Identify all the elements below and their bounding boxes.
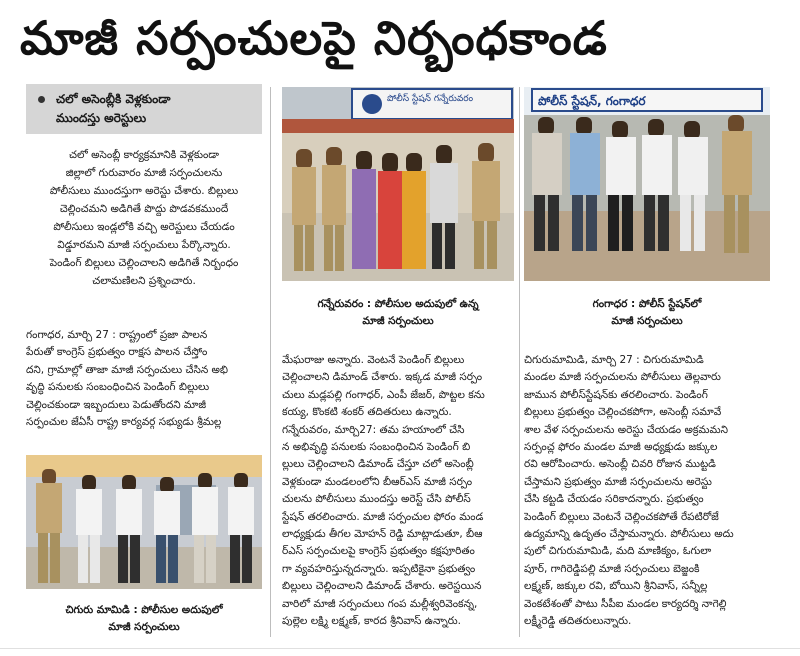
photo-chigurumamidi — [26, 455, 262, 589]
column-divider — [270, 87, 271, 637]
article-line: శాల వేళ సర్పంచులను అరెస్టు చేయడం అక్రమమని — [524, 423, 728, 436]
photo-gannervaram-police-station — [282, 87, 514, 281]
photo-illustration — [282, 87, 514, 281]
article-line: బిల్లులు చెల్లించాలని డిమాండ్ చేశారు. అరెస్టయిన — [282, 580, 482, 593]
article-line: ల్లులు చెల్లించాలని డిమాండ్ చేస్తూ చలో అసెంబ్లీ — [282, 458, 474, 471]
article-line: చేసి కట్టడి చేయడం సరికాదన్నారు. ప్రభుత్వం — [524, 493, 704, 506]
lead-paragraph — [26, 146, 262, 290]
article-line: పుల్లెల లక్ష్మి లక్ష్మణ్, కారద శ్రీనివాస్ ఉన్నారు. — [282, 615, 462, 628]
photo-caption — [26, 602, 262, 636]
kicker-box — [26, 84, 262, 134]
article-line: లక్ష్మీరెడ్డి తదితరులున్నారు. — [524, 615, 632, 628]
article-line: చెల్లించాలని డిమాండ్ చేశారు. ఇక్కడ మాజీ సర్పం — [282, 371, 483, 384]
article-line: గా వ్యవహరిస్తున్నదన్నారు. ఇప్పటికైనా ప్రభుత్వం — [282, 562, 476, 575]
article-column-2 — [282, 352, 514, 631]
article-line: దని, గ్రామాల్లో తాజా మాజీ సర్పంచులు చేసిన అభి — [26, 363, 229, 376]
article-line: రవి ఆరోపించారు. అసెంబ్లీ చివరి రోజున ముట్టడి — [524, 458, 716, 471]
caption-line: చిగురు మామిడి : పోలీసుల అదుపులో — [65, 604, 223, 616]
article-line: గన్నేరువరం, మార్చి27: తమ హయాంలో చేసి — [282, 423, 465, 436]
article-line: కయ్య, కొంకటి శంకర్ తదితరులు ఉన్నారు. — [282, 406, 452, 419]
lead-line: పోలీసులు ముందస్తుగా అరెస్టు చేశారు. బిల్లులు — [49, 185, 239, 197]
caption-line: గన్నేరువరం : పోలీసుల అదుపులో ఉన్న — [317, 298, 479, 310]
article-line: ఉద్యమాన్ని ఉదృతం చేస్తామన్నారు. పోలీసులు అదు — [524, 528, 734, 541]
article-line: వెళ్లకుండా మండలంలోని బీఆర్ఎస్ మాజీ సర్పం — [282, 475, 473, 488]
article-line: చులను పోలీసులు ముందస్తు అరెస్ట్ చేసి పోలీస్ — [282, 493, 471, 506]
article-line: ర్ఎస్ సర్పంచులపై కాంగ్రెస్ ప్రభుత్వం కక్షపూరితం — [282, 545, 475, 558]
lead-line: చలో అసెంబ్లీ కార్యక్రమానికి వెళ్లకుండా — [69, 149, 219, 161]
caption-line: గంగాధర : పోలీస్ స్టేషన్‌లో — [592, 298, 702, 310]
photo-caption — [282, 296, 514, 330]
article-line: చులు మడ్లపల్లి గంగాధర్, ఎంపీ జేజర్, పొట్టల కను — [282, 388, 485, 401]
article-line: మేఘరాజు అన్నారు. వెంటనే పెండింగ్ బిల్లులు — [282, 354, 465, 366]
article-line: పులో చిగురుమామిడి, మది మాణిక్యం, ఓగులా — [524, 545, 712, 558]
article-line: పేరుతో కాంగ్రెస్ ప్రభుత్వం రాక్షస పాలన చేస్తోం — [26, 346, 208, 359]
photo-gangadhara-police-station — [524, 87, 770, 281]
lead-line: పెండింగ్ బిల్లులు చెల్లించాలని అడిగితే నిర్బంధం — [49, 257, 239, 269]
column-divider — [519, 87, 520, 637]
caption-line: మాజీ సర్పంచులు — [108, 621, 180, 633]
article-column-1 — [26, 327, 262, 431]
article-line: చెల్లించకుండా ఇబ్బందులు పెడుతోందని మాజీ — [26, 398, 207, 411]
article-line: చిగురుమామిడి, మార్చి 27 : చిగురుమామిడి — [524, 354, 704, 366]
bullet-icon — [38, 96, 45, 103]
photo-illustration — [26, 455, 262, 589]
article-line: వృద్ధి పనులకు సంబంధించిన పెండింగ్ బిల్లులు — [26, 381, 210, 394]
article-line: లక్ష్మణ్, జక్కుల రవి, బోయిని శ్రీనివాస్, సన్నీల్ల — [524, 580, 708, 593]
signboard-text: పోలీస్ స్టేషన్, గంగాధర — [538, 94, 646, 108]
lead-line: చలామణిలని ప్రశ్నించారు. — [92, 275, 196, 287]
lead-line: జిల్లాలో గురువారం మాజీ సర్పంచులను — [65, 167, 223, 179]
article-line: లాధ్యక్షుడు తీగల మోహన్ రెడ్డి మాట్లాడుతూ, బీఆ — [282, 528, 483, 541]
photo-caption — [524, 296, 770, 330]
caption-line: మాజీ సర్పంచులు — [362, 315, 434, 327]
caption-line: మాజీ సర్పంచులు — [611, 315, 683, 327]
article-line: పూర్, గాగిరెడ్డిపల్లి మాజీ సర్పంచులు బెజ్జంకి — [524, 562, 700, 575]
article-line: బిల్లులు ప్రభుత్వం చెల్లించకపోగా, అసెంబ్లీ సమావే — [524, 406, 722, 419]
lead-line: చెల్లించమని అడిగితే పొద్దు పొడవకముందే — [59, 203, 229, 215]
lead-line: విడ్డూరమని మాజీ సర్పంచులు పేర్కొన్నారు. — [57, 239, 231, 251]
article-line: చేస్తామని ప్రభుత్వం మాజీ సర్పంచులను అరెస్టు — [524, 475, 712, 488]
article-line: సర్పంచ్ల ఫోరం మండల మాజీ అధ్యక్షుడు జక్కుల — [524, 441, 718, 454]
signboard-text: పోలీస్ స్టేషన్ గన్నేరువరం — [387, 94, 474, 104]
lead-line: పోలీసులు ఇండ్లలోకి వచ్చి అరెస్టులు చేయడం — [53, 221, 235, 233]
article-line: జామున పోలీస్‌స్టేషన్‌కు తరలించారు. పెండింగ్ — [524, 388, 708, 401]
article-line: వారిలో మాజీ సర్పంచులు గంప మల్లీశ్వరివెంకన్న, — [282, 597, 478, 610]
article-line: పెండింగ్ బిల్లులు వెంటనే చెల్లించకపోతే రేపటిరోజే — [524, 510, 719, 523]
article-line: వెంకటేశంతో పాటు సీపీఐ మండల కార్యదర్శి నాగెల్లి — [524, 597, 727, 610]
article-line: న అభివృద్ధి పనులకు సంబంధించిన పెండింగ్ బి — [282, 441, 471, 454]
kicker-line: ముందస్తు అరెస్టులు — [56, 111, 147, 125]
article-column-3 — [524, 352, 770, 631]
photo-illustration — [524, 87, 770, 281]
article-line: గంగాధర, మార్చి 27 : రాష్ట్రంలో ప్రజా పాలన — [26, 329, 208, 341]
page-bottom-rule — [0, 648, 800, 649]
kicker-line: చలో అసెంబ్లీకి వెళ్లకుండా — [56, 92, 171, 106]
headline: మాజీ సర్పంచులపై నిర్బంధకాండ — [20, 11, 608, 65]
article-line: స్టేషన్ తరలించారు. మాజీ సర్పంచుల ఫోరం మండ — [282, 510, 484, 523]
article-line: మండల మాజీ సర్పంచులను పోలీసులు తెల్లవారు — [524, 371, 721, 384]
article-line: సర్పంచుల జేఏసీ రాష్ట్ర కార్యవర్గ సభ్యుడు శ్రీమల్ల — [26, 416, 222, 429]
